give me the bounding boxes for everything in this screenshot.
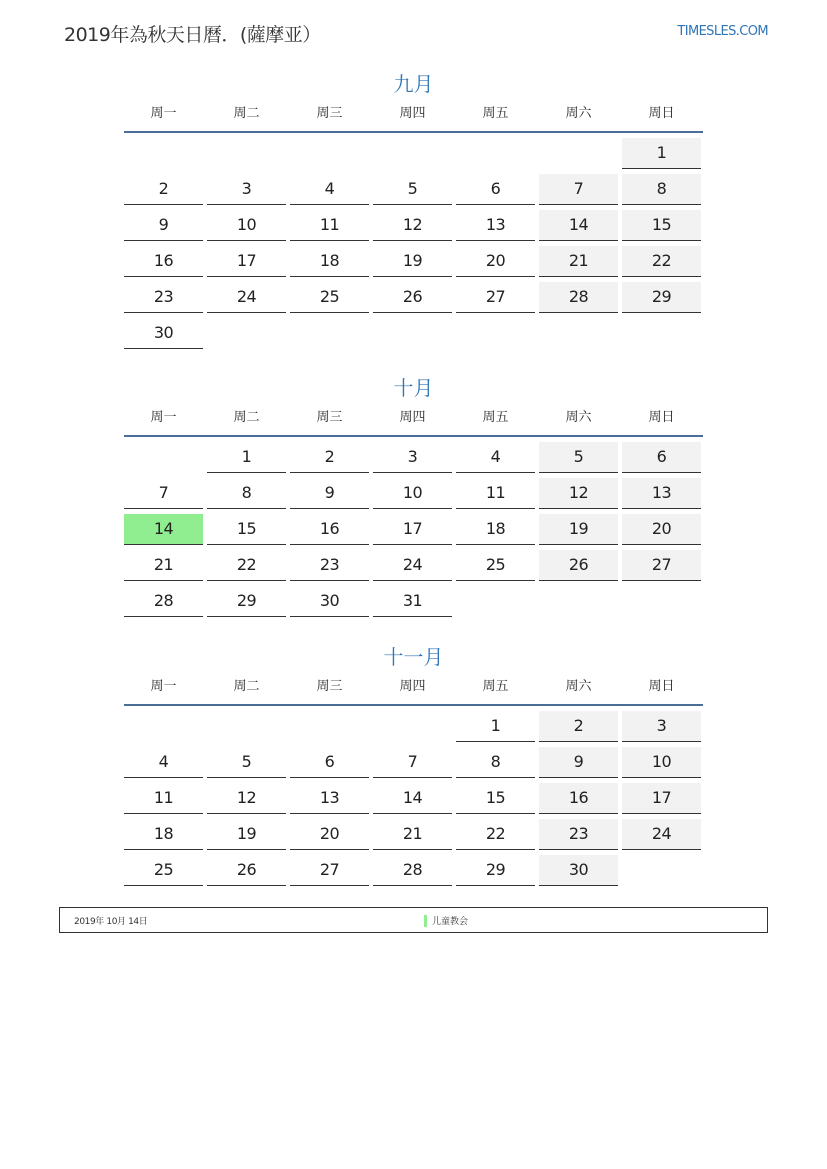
day-cell[interactable]: 20 — [622, 514, 701, 545]
day-cell[interactable]: 4 — [456, 442, 535, 473]
day-cell[interactable]: 14 — [373, 783, 452, 814]
day-cell[interactable]: 22 — [456, 819, 535, 850]
weekday-label: 周五 — [482, 410, 509, 425]
weekday-label: 周一 — [150, 410, 177, 425]
weekday-label: 周五 — [482, 106, 509, 121]
day-cell[interactable]: 29 — [622, 282, 701, 313]
day-cell[interactable]: 19 — [539, 514, 618, 545]
day-cell[interactable]: 15 — [207, 514, 286, 545]
day-cell[interactable]: 23 — [124, 282, 203, 313]
day-cell[interactable]: 8 — [207, 478, 286, 509]
day-cell[interactable]: 2 — [124, 174, 203, 205]
footer-date: 2019年 10月 14日 — [74, 917, 148, 927]
day-cell[interactable]: 28 — [124, 586, 203, 617]
day-cell[interactable]: 12 — [539, 478, 618, 509]
day-cell[interactable]: 24 — [373, 550, 452, 581]
weekday-label: 周日 — [648, 410, 675, 425]
day-cell[interactable]: 27 — [622, 550, 701, 581]
day-cell[interactable]: 28 — [539, 282, 618, 313]
footer-event — [424, 914, 468, 927]
day-cell[interactable]: 8 — [622, 174, 701, 205]
weekday-label: 周六 — [565, 410, 592, 425]
day-cell[interactable]: 19 — [373, 246, 452, 277]
day-cell[interactable]: 9 — [290, 478, 369, 509]
day-cell[interactable]: 26 — [539, 550, 618, 581]
day-cell[interactable]: 29 — [207, 586, 286, 617]
day-cell[interactable]: 11 — [456, 478, 535, 509]
weekday-header — [124, 672, 703, 702]
day-cell[interactable]: 7 — [373, 747, 452, 778]
day-cell[interactable]: 29 — [456, 855, 535, 886]
weekday-label: 周三 — [316, 679, 343, 694]
day-cell[interactable]: 20 — [456, 246, 535, 277]
empty-cell — [207, 138, 286, 169]
weekday-label: 周三 — [316, 410, 343, 425]
day-cell[interactable]: 13 — [290, 783, 369, 814]
day-cell[interactable]: 13 — [456, 210, 535, 241]
day-cell[interactable]: 25 — [290, 282, 369, 313]
day-grid — [124, 138, 703, 349]
empty-cell — [207, 711, 286, 742]
day-cell[interactable]: 16 — [290, 514, 369, 545]
day-cell[interactable]: 22 — [622, 246, 701, 277]
day-cell[interactable]: 27 — [456, 282, 535, 313]
weekday-header — [124, 403, 703, 433]
day-cell[interactable]: 17 — [622, 783, 701, 814]
day-cell[interactable]: 3 — [373, 442, 452, 473]
day-cell[interactable]: 27 — [290, 855, 369, 886]
day-cell[interactable]: 10 — [622, 747, 701, 778]
day-cell[interactable]: 10 — [373, 478, 452, 509]
month-october — [124, 373, 703, 617]
day-cell[interactable]: 8 — [456, 747, 535, 778]
day-cell[interactable]: 9 — [124, 210, 203, 241]
day-cell[interactable]: 4 — [290, 174, 369, 205]
weekday-label: 周四 — [399, 679, 426, 694]
day-cell[interactable]: 13 — [622, 478, 701, 509]
day-cell[interactable]: 4 — [124, 747, 203, 778]
empty-cell — [373, 138, 452, 169]
day-cell[interactable]: 15 — [622, 210, 701, 241]
site-link[interactable]: TIMESLES.COM — [677, 24, 768, 39]
day-cell[interactable]: 25 — [124, 855, 203, 886]
month-rule — [124, 435, 703, 437]
day-cell[interactable]: 20 — [290, 819, 369, 850]
day-cell[interactable]: 16 — [124, 246, 203, 277]
empty-cell — [539, 138, 618, 169]
day-cell[interactable]: 17 — [207, 246, 286, 277]
day-cell[interactable]: 23 — [539, 819, 618, 850]
event-marker — [424, 915, 427, 927]
month-september — [124, 69, 703, 349]
day-cell[interactable]: 5 — [207, 747, 286, 778]
day-grid — [124, 711, 703, 886]
day-cell[interactable]: 12 — [207, 783, 286, 814]
weekday-label: 周三 — [316, 106, 343, 121]
empty-cell — [124, 711, 203, 742]
day-cell[interactable]: 22 — [207, 550, 286, 581]
day-cell[interactable]: 6 — [290, 747, 369, 778]
weekday-label: 周二 — [233, 410, 260, 425]
day-cell[interactable]: 18 — [456, 514, 535, 545]
empty-cell — [290, 711, 369, 742]
event-footer — [59, 907, 768, 933]
weekday-label: 周一 — [150, 106, 177, 121]
day-cell[interactable]: 26 — [207, 855, 286, 886]
day-cell[interactable]: 31 — [373, 586, 452, 617]
weekday-label: 周二 — [233, 106, 260, 121]
empty-cell — [124, 442, 203, 473]
day-cell[interactable]: 21 — [373, 819, 452, 850]
day-cell[interactable]: 18 — [290, 246, 369, 277]
weekday-label: 周四 — [399, 410, 426, 425]
day-cell[interactable]: 1 — [207, 442, 286, 473]
month-november — [124, 642, 703, 886]
day-cell[interactable]: 7 — [539, 174, 618, 205]
day-cell[interactable]: 14 — [539, 210, 618, 241]
day-cell[interactable]: 26 — [373, 282, 452, 313]
weekday-label: 周日 — [648, 679, 675, 694]
day-cell[interactable]: 30 — [124, 318, 203, 349]
day-cell[interactable]: 5 — [539, 442, 618, 473]
day-cell[interactable]: 17 — [373, 514, 452, 545]
day-cell[interactable]: 1 — [622, 138, 701, 169]
empty-cell — [290, 138, 369, 169]
day-cell[interactable]: 2 — [539, 711, 618, 742]
day-cell[interactable]: 30 — [539, 855, 618, 886]
event-label: 儿童教会 — [432, 917, 469, 927]
day-cell[interactable]: 2 — [290, 442, 369, 473]
weekday-label: 周五 — [482, 679, 509, 694]
weekday-label: 周六 — [565, 679, 592, 694]
day-cell-today[interactable]: 14 — [124, 514, 203, 545]
month-title: 十一月 — [383, 645, 444, 669]
day-cell[interactable]: 21 — [124, 550, 203, 581]
day-cell[interactable]: 11 — [290, 210, 369, 241]
weekday-label: 周四 — [399, 106, 426, 121]
day-cell[interactable]: 3 — [622, 711, 701, 742]
day-cell[interactable]: 10 — [207, 210, 286, 241]
month-title: 九月 — [393, 72, 434, 96]
day-grid — [124, 442, 703, 617]
page-title: 2019年為秋天日曆．(薩摩亚） — [64, 24, 321, 46]
weekday-header — [124, 99, 703, 129]
day-cell[interactable]: 21 — [539, 246, 618, 277]
day-cell[interactable]: 6 — [456, 174, 535, 205]
day-cell[interactable]: 28 — [373, 855, 452, 886]
month-rule — [124, 704, 703, 706]
day-cell[interactable]: 23 — [290, 550, 369, 581]
month-rule — [124, 131, 703, 133]
day-cell[interactable]: 7 — [124, 478, 203, 509]
day-cell[interactable]: 12 — [373, 210, 452, 241]
month-title: 十月 — [393, 376, 434, 400]
day-cell[interactable]: 3 — [207, 174, 286, 205]
day-cell[interactable]: 9 — [539, 747, 618, 778]
day-cell[interactable]: 24 — [207, 282, 286, 313]
day-cell[interactable]: 1 — [456, 711, 535, 742]
day-cell[interactable]: 24 — [622, 819, 701, 850]
day-cell[interactable]: 16 — [539, 783, 618, 814]
weekday-label: 周二 — [233, 679, 260, 694]
weekday-label: 周六 — [565, 106, 592, 121]
empty-cell — [373, 711, 452, 742]
empty-cell — [456, 138, 535, 169]
day-cell[interactable]: 18 — [124, 819, 203, 850]
day-cell[interactable]: 6 — [622, 442, 701, 473]
day-cell[interactable]: 11 — [124, 783, 203, 814]
weekday-label: 周一 — [150, 679, 177, 694]
day-cell[interactable]: 25 — [456, 550, 535, 581]
day-cell[interactable]: 19 — [207, 819, 286, 850]
day-cell[interactable]: 15 — [456, 783, 535, 814]
day-cell[interactable]: 30 — [290, 586, 369, 617]
day-cell[interactable]: 5 — [373, 174, 452, 205]
weekday-label: 周日 — [648, 106, 675, 121]
empty-cell — [124, 138, 203, 169]
